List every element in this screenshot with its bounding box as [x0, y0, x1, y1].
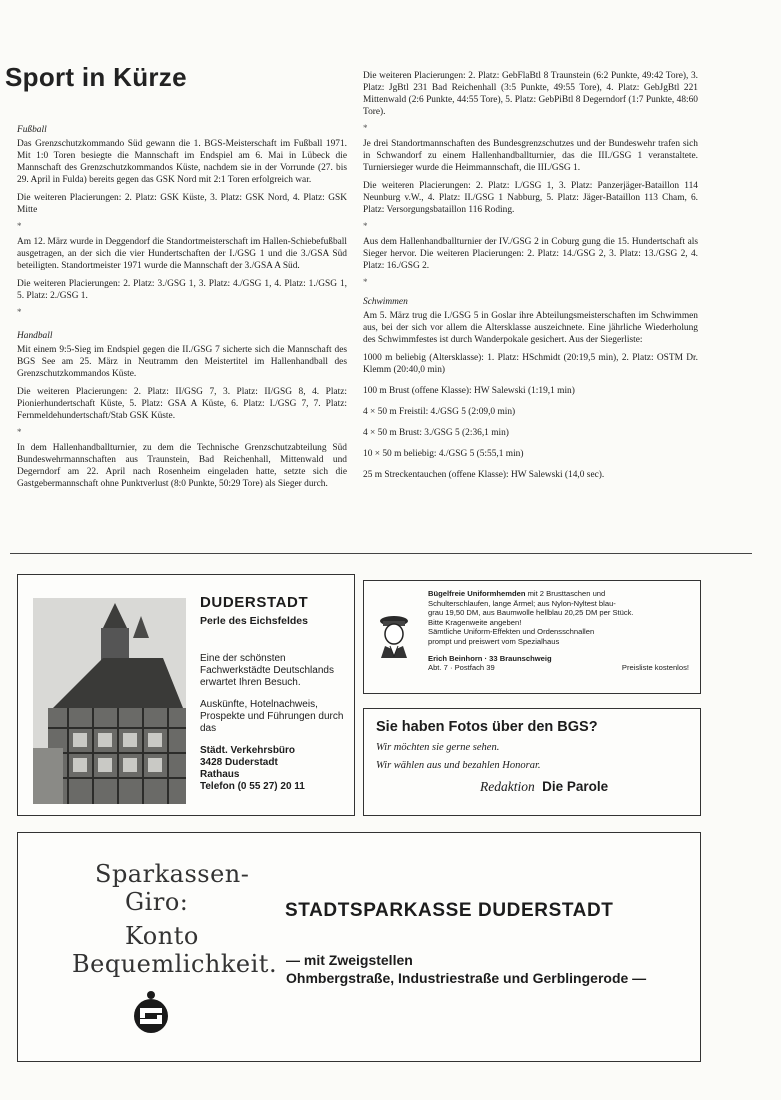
ad-price-note: Preisliste kostenlos! — [621, 663, 689, 673]
ad-line-rest: mit 2 Brusttaschen und — [525, 589, 606, 598]
section-heading-schwimmen: Schwimmen — [363, 297, 408, 307]
left-column — [17, 124, 347, 496]
separator-star: * — [17, 307, 22, 317]
ad-subtitle: Perle des Eichsfeldes — [200, 615, 308, 627]
beinhorn-text-block — [428, 589, 693, 673]
slogan-line: Giro: — [125, 888, 189, 916]
ad-line — [428, 589, 693, 599]
paragraph: Je drei Standortmannschaften des Bundesgrenzschutzes und der Bundeswehr trafen sich in Schwandorf zu einem Hallenhandballturnier, das die III./GSG 1 veranstaltete. Turniersieger wurde die Heimmannschaft, die III./GSG 1. — [363, 139, 698, 173]
paragraph: Die weiteren Placierungen: 2. Platz: GSK Küste, 3. Platz: GSK Nord, 4. Platz: GSK Mitte — [17, 193, 347, 215]
section-heading-fussball: Fußball — [17, 125, 47, 135]
ad-text: Auskünfte, Hotelnachweis, Prospekte und Führungen durch das — [200, 699, 344, 734]
paragraph: In dem Hallenhandballturnier, zu dem die Technische Grenzschutzabteilung Süd Bundeswehrmannschaften aus Traunstein, Bad Reichenhall, Mittenwald und Degerndorf am 22. April nach Rosenheim eingeladen hatte, setzte sich die Gastgebermannschaft ohne Punktverlust (8:0 Punkte, 50:29 Tore) als Sieger durch. — [17, 443, 347, 489]
sparkasse-sub: Ohmbergstraße, Industriestraße und Gerblingerode — — [286, 970, 647, 986]
half-timbered-building-illustration — [33, 598, 186, 804]
ad-address: 3428 Duderstadt — [200, 757, 278, 768]
paragraph: Am 5. März trug die I./GSG 5 in Goslar ihre Abteilungsmeisterschaften im Schwimmen aus, bei der sich vor allem die Altersklasse auszeichnete. Eine jährliche Wiederholung des Schwimmfestes ist durch Wanderpokale gesichert. Aus der Siegerliste: — [363, 311, 698, 345]
paragraph: Die weiteren Placierungen: 2. Platz: 3./GSG 1, 3. Platz: 4./GSG 1, 4. Platz: 1./GSG 1, 5. Platz: 2./GSG 1. — [17, 279, 347, 301]
ad-phone: Telefon (0 55 27) 20 11 — [200, 781, 305, 792]
ad-line: grau 19,50 DM, aus Baumwolle hellblau 20,25 DM per Stück. — [428, 608, 634, 618]
result-line: 10 × 50 m beliebig: 4./GSG 5 (5:55,1 min) — [363, 449, 524, 459]
separator-star: * — [17, 427, 22, 437]
separator-star: * — [363, 221, 368, 231]
ad-address: Städt. Verkehrsbüro — [200, 745, 296, 756]
paper-name: Die Parole — [542, 779, 609, 794]
paragraph: Die weiteren Placierungen: 2. Platz: GebFlaBtl 8 Traunstein (6:2 Punkte, 49:42 Tore), 3. Platz: JgBtl 231 Bad Reichenhall (3:5 Punkte, 49:55 Tore), 4. Platz: GebJgBtl 221 Mittenwald (2:6 Punkte, 44:55 Tore), 5. Platz: GebPiBtl 8 Degerndorf (1:7 Punkte, 48:60 Tore). — [363, 71, 698, 117]
paragraph: Aus dem Hallenhandballturnier der IV./GSG 2 in Coburg gung die 15. Hundertschaft als Sieger hervor. Die weiteren Placierungen: 2. Platz: 14./GSG 2, 3. Platz: 13./GSG 2, 4. Platz: 16./GSG 2. — [363, 237, 698, 271]
ad-line: prompt und preiswert vom Spezialhaus — [428, 636, 560, 646]
slogan-line: Konto — [125, 922, 199, 950]
result-line: 4 × 50 m Brust: 3./GSG 5 (2:36,1 min) — [363, 428, 509, 438]
officer-portrait-icon — [375, 610, 413, 658]
separator-star: * — [17, 221, 22, 231]
ad-text: Eine der schönsten Fachwerkstädte Deutschlands erwartet Ihren Besuch. — [200, 653, 334, 688]
result-line: 4 × 50 m Freistil: 4./GSG 5 (2:09,0 min) — [363, 407, 516, 417]
fotos-line: Wir möchten sie gerne sehen. — [376, 742, 500, 753]
paragraph: Das Grenzschutzkommando Süd gewann die 1. BGS-Meisterschaft im Fußball 1971. Mit 1:0 Toren besiegte die Mannschaft im Endspiel am 6. Mai in Lübeck die Mannschaft des Grenzschutzkommandos Küste, nachdem sie in der Vorrunde (27. bis 29. April in Fulda) bereits gegen das GSK Nord mit 2:1 Toren erfolgreich war. — [17, 139, 347, 185]
sparkasse-name: STADTSPARKASSE DUDERSTADT — [285, 900, 614, 921]
sparkasse-sub: — mit Zweigstellen — [286, 952, 413, 968]
ad-line: Schulterschlaufen, lange Ärmel; aus Nylon-Nyltest blau- — [428, 598, 616, 608]
ad-company: Erich Beinhorn · 33 Braunschweig — [428, 653, 552, 663]
ad-address: Abt. 7 · Postfach 39 — [428, 663, 495, 673]
sparkasse-logo-icon — [131, 990, 171, 1034]
page-title: Sport in Kürze — [5, 62, 187, 92]
result-line: 100 m Brust (offene Klasse): HW Salewski (1:19,1 min) — [363, 386, 575, 396]
ad-line-bold: Bügelfreie Uniformhemden — [428, 589, 526, 598]
result-line: 25 m Streckentauchen (offene Klasse): HW Salewski (14,0 sec). — [363, 470, 605, 480]
right-column — [363, 70, 698, 490]
ad-line: Sämtliche Uniform-Effekten und Ordensschnallen — [428, 627, 595, 637]
duderstadt-text-block — [200, 594, 350, 793]
sparkasse-s-icon — [131, 990, 171, 1034]
town-hall-photo — [33, 598, 186, 804]
officer-cap-icon — [375, 610, 413, 658]
fotos-headline: Sie haben Fotos über den BGS? — [376, 719, 598, 735]
section-heading-handball: Handball — [17, 331, 53, 341]
redaktion-label: Redaktion — [480, 779, 535, 794]
separator-star: * — [363, 277, 368, 287]
paragraph: Mit einem 9:5-Sieg im Endspiel gegen die II./GSG 7 sicherte sich die Mannschaft des BGS See am 25. März in Neutramm den Meistertitel im Hallenhandball des Grenzschutzkommandos Küste. — [17, 345, 347, 379]
paragraph: Die weiteren Placierungen: 2. Platz: I./GSG 1, 3. Platz: Panzerjäger-Bataillon 114 Neunburg v.W., 4. Platz: II./GSG 1 Nabburg, 5. Platz: Jäger-Bataillon 113 Cham, 6. Platz: Versorgungsbataillon 116 Roding. — [363, 181, 698, 215]
fotos-signature — [480, 779, 608, 795]
fotos-line: Wir wählen aus und bezahlen Honorar. — [376, 760, 541, 771]
section-divider — [10, 553, 752, 554]
paragraph: Die weiteren Placierungen: 2. Platz: II/GSG 7, 3. Platz: II/GSG 8, 4. Platz: Pionierhundertschaft Küste, 5. Platz: GSA A Küste, 6. Platz: I./GSG 7, 7. Platz: Fernmeldehundertschaft/Stab GSK Küste. — [17, 387, 347, 421]
ad-address-row — [428, 663, 693, 673]
separator-star: * — [363, 123, 368, 133]
ad-address: Rathaus — [200, 769, 240, 780]
ad-line: Bitte Kragenweite angeben! — [428, 617, 522, 627]
ad-title: DUDERSTADT — [200, 594, 309, 611]
result-line: 1000 m beliebig (Altersklasse): 1. Platz: HSchmidt (20:19,5 min), 2. Platz: OSTM Dr. Klemm (20:40,0 min) — [363, 353, 698, 375]
slogan-line: Sparkassen- — [95, 860, 250, 888]
slogan-line: Bequemlichkeit. — [72, 950, 278, 978]
paragraph: Am 12. März wurde in Deggendorf die Standortmeisterschaft im Hallen-Schiebefußball ausgetragen, an der sich die vier Hundertschaften der I./GSG 1 und die 3./GSA Süd beteiligten. Standortmeister 1971 wurde die Mannschaft der 3./GSA A Süd. — [17, 237, 347, 271]
